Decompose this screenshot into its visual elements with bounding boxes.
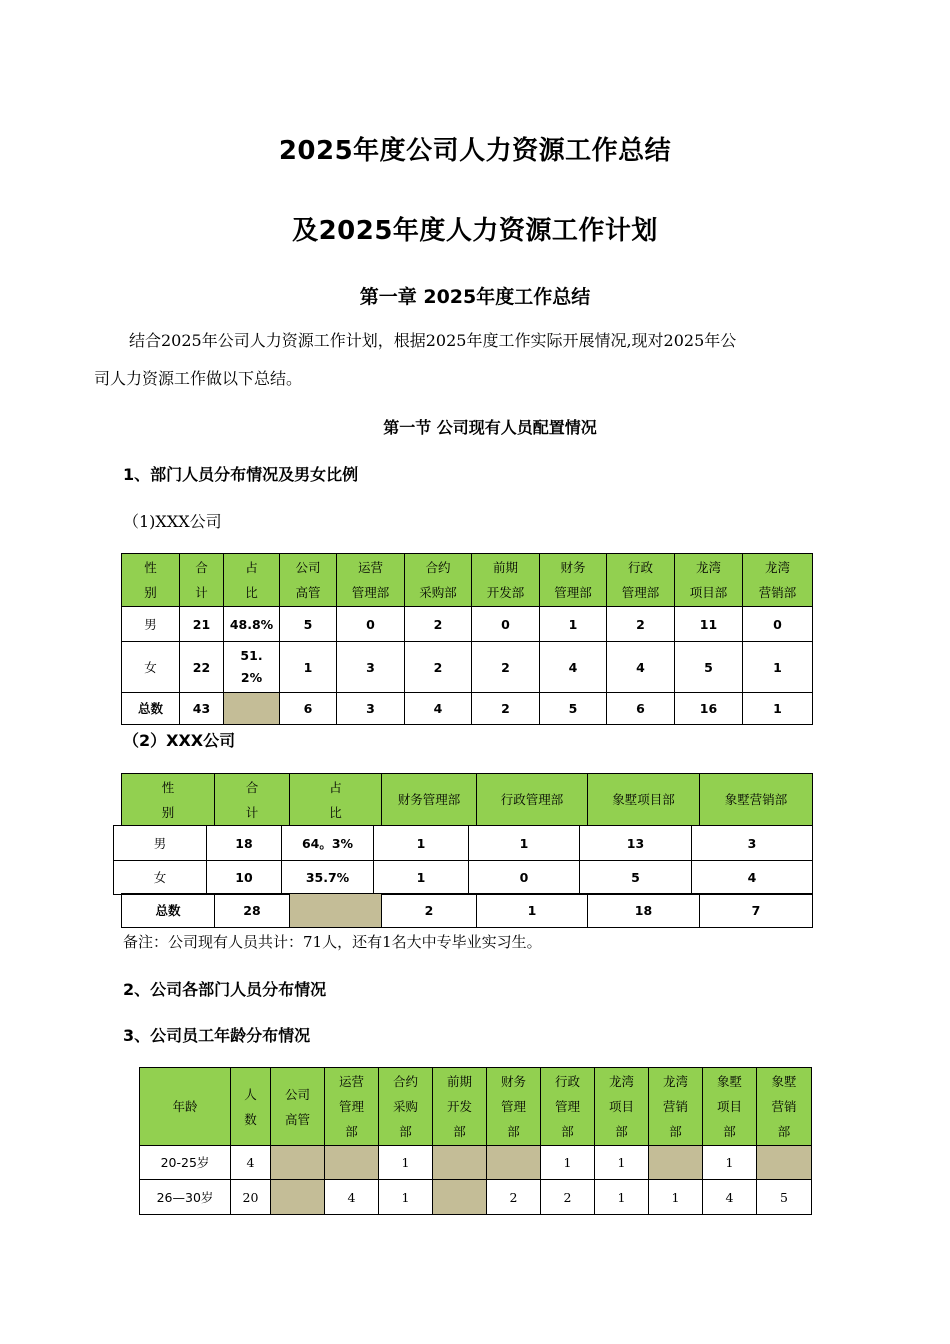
header-cell: 龙湾 项目 部 [595, 1068, 649, 1146]
table-company1-staff [121, 553, 813, 725]
table-cell: 2 [607, 607, 675, 642]
table-row [122, 693, 813, 725]
table-cell: 2 [472, 642, 540, 693]
table-row [122, 894, 813, 928]
table-cell: 1 [703, 1146, 757, 1180]
table-cell: 1 [649, 1180, 703, 1215]
header-cell: 行政 管理部 [607, 554, 675, 607]
empty-shaded-cell [433, 1146, 487, 1180]
chapter-title: 第一章 2025年度工作总结 [359, 286, 591, 308]
table-company2-staff-body [113, 825, 813, 895]
table-cell: 2 [405, 607, 472, 642]
table-cell: 总数 [122, 693, 180, 725]
table-cell: 21 [180, 607, 224, 642]
table-row [114, 861, 813, 895]
table-cell: 男 [122, 607, 180, 642]
intro-paragraph-line1: 结合2025年公司人力资源工作计划，根据2025年度工作实际开展情况,现对2025年公 [129, 331, 737, 350]
table-cell: 35.7% [282, 861, 374, 895]
table-header-row [122, 774, 813, 826]
table-row [140, 1180, 812, 1215]
table-cell: 22 [180, 642, 224, 693]
table-cell: 18 [588, 894, 700, 928]
table-cell: 1 [595, 1180, 649, 1215]
table-cell: 1 [379, 1146, 433, 1180]
table-cell: 1 [280, 642, 337, 693]
table-cell: 1 [469, 826, 580, 861]
heading-department-staff: 2、公司各部门人员分布情况 [123, 980, 327, 999]
empty-shaded-cell [290, 894, 382, 928]
header-cell: 占 比 [290, 774, 382, 826]
document-title-line2: 及2025年度人力资源工作计划 [292, 216, 658, 246]
header-cell: 财务 管理 部 [487, 1068, 541, 1146]
header-cell: 性 别 [122, 554, 180, 607]
heading-department-distribution: 1、部门人员分布情况及男女比例 [123, 465, 359, 484]
table-cell: 11 [675, 607, 743, 642]
header-cell: 财务管理部 [382, 774, 477, 826]
table-cell: 4 [325, 1180, 379, 1215]
header-cell: 合约 采购 部 [379, 1068, 433, 1146]
table-cell: 26—30岁 [140, 1180, 231, 1215]
table-cell: 1 [379, 1180, 433, 1215]
header-cell: 合 计 [180, 554, 224, 607]
header-cell: 运营 管理部 [337, 554, 405, 607]
table-cell: 3 [692, 826, 813, 861]
table-header-row [140, 1068, 812, 1146]
table-cell: 6 [280, 693, 337, 725]
table-row [122, 607, 813, 642]
table-cell: 2 [541, 1180, 595, 1215]
table-row [122, 642, 813, 693]
header-cell: 龙湾 项目部 [675, 554, 743, 607]
table-cell: 女 [114, 861, 207, 895]
header-cell: 象墅项目部 [588, 774, 700, 826]
table-cell: 48.8% [224, 607, 280, 642]
table-cell: 1 [595, 1146, 649, 1180]
empty-shaded-cell [325, 1146, 379, 1180]
table-cell: 2 [405, 642, 472, 693]
table-header-row [122, 554, 813, 607]
table-cell: 1 [743, 642, 813, 693]
table-cell: 3 [337, 693, 405, 725]
table-cell: 2 [382, 894, 477, 928]
table-row [114, 826, 813, 861]
table-cell: 4 [231, 1146, 271, 1180]
table-cell: 男 [114, 826, 207, 861]
document-title-line1: 2025年度公司人力资源工作总结 [278, 136, 672, 166]
header-cell: 前期 开发 部 [433, 1068, 487, 1146]
table-cell: 5 [675, 642, 743, 693]
empty-shaded-cell [224, 693, 280, 725]
table-cell: 0 [337, 607, 405, 642]
table-cell: 4 [405, 693, 472, 725]
table-age-distribution [139, 1067, 812, 1215]
table-cell: 2 [487, 1180, 541, 1215]
header-cell: 行政 管理 部 [541, 1068, 595, 1146]
empty-shaded-cell [271, 1180, 325, 1215]
header-cell: 象墅营销部 [700, 774, 813, 826]
header-cell: 行政管理部 [477, 774, 588, 826]
staff-note: 备注：公司现有人员共计：71人，还有1名大中专毕业实习生。 [123, 933, 542, 951]
table-cell: 3 [337, 642, 405, 693]
table-cell: 7 [700, 894, 813, 928]
header-cell: 合 计 [215, 774, 290, 826]
table-cell: 1 [477, 894, 588, 928]
table-cell: 女 [122, 642, 180, 693]
table-cell: 0 [743, 607, 813, 642]
table-cell: 1 [743, 693, 813, 725]
table-cell: 4 [607, 642, 675, 693]
header-cell: 象墅 项目 部 [703, 1068, 757, 1146]
table1-caption: （1)XXX公司 [123, 512, 222, 531]
header-cell: 龙湾 营销 部 [649, 1068, 703, 1146]
section-title: 第一节 公司现有人员配置情况 [383, 418, 597, 437]
table-cell: 18 [207, 826, 282, 861]
table-cell: 20-25岁 [140, 1146, 231, 1180]
header-cell: 性 别 [122, 774, 215, 826]
table-company2-staff-total [121, 893, 813, 928]
table-cell: 51.2% [224, 642, 280, 693]
table-cell: 2 [472, 693, 540, 725]
intro-paragraph-line2: 司人力资源工作做以下总结。 [94, 369, 303, 388]
header-cell: 象墅 营销 部 [757, 1068, 812, 1146]
table-cell: 1 [374, 826, 469, 861]
header-cell: 财务 管理部 [540, 554, 607, 607]
table-cell: 6 [607, 693, 675, 725]
table-cell: 64。3% [282, 826, 374, 861]
header-cell: 公司 高管 [271, 1068, 325, 1146]
header-cell: 年龄 [140, 1068, 231, 1146]
table-cell: 28 [215, 894, 290, 928]
header-cell: 运营 管理 部 [325, 1068, 379, 1146]
header-cell: 龙湾 营销部 [743, 554, 813, 607]
empty-shaded-cell [271, 1146, 325, 1180]
heading-age-distribution: 3、公司员工年龄分布情况 [123, 1026, 311, 1045]
table-cell: 20 [231, 1180, 271, 1215]
table-cell: 43 [180, 693, 224, 725]
header-cell: 前期 开发部 [472, 554, 540, 607]
table-row [140, 1146, 812, 1180]
table-cell: 1 [541, 1146, 595, 1180]
table-cell: 4 [692, 861, 813, 895]
header-cell: 合约 采购部 [405, 554, 472, 607]
header-cell: 公司 高管 [280, 554, 337, 607]
table-cell: 16 [675, 693, 743, 725]
empty-shaded-cell [433, 1180, 487, 1215]
table-cell: 10 [207, 861, 282, 895]
table-cell: 5 [280, 607, 337, 642]
table-cell: 总数 [122, 894, 215, 928]
table2-caption: （2）XXX公司 [123, 731, 236, 750]
header-cell: 人 数 [231, 1068, 271, 1146]
table-cell: 4 [703, 1180, 757, 1215]
header-cell: 占 比 [224, 554, 280, 607]
empty-shaded-cell [649, 1146, 703, 1180]
table-cell: 1 [540, 607, 607, 642]
table-cell: 13 [580, 826, 692, 861]
table-cell: 0 [472, 607, 540, 642]
table-cell: 5 [757, 1180, 812, 1215]
table-company2-staff [121, 773, 813, 826]
table-cell: 5 [540, 693, 607, 725]
table-cell: 5 [580, 861, 692, 895]
table-cell: 0 [469, 861, 580, 895]
empty-shaded-cell [757, 1146, 812, 1180]
table-cell: 1 [374, 861, 469, 895]
empty-shaded-cell [487, 1146, 541, 1180]
table-cell: 4 [540, 642, 607, 693]
